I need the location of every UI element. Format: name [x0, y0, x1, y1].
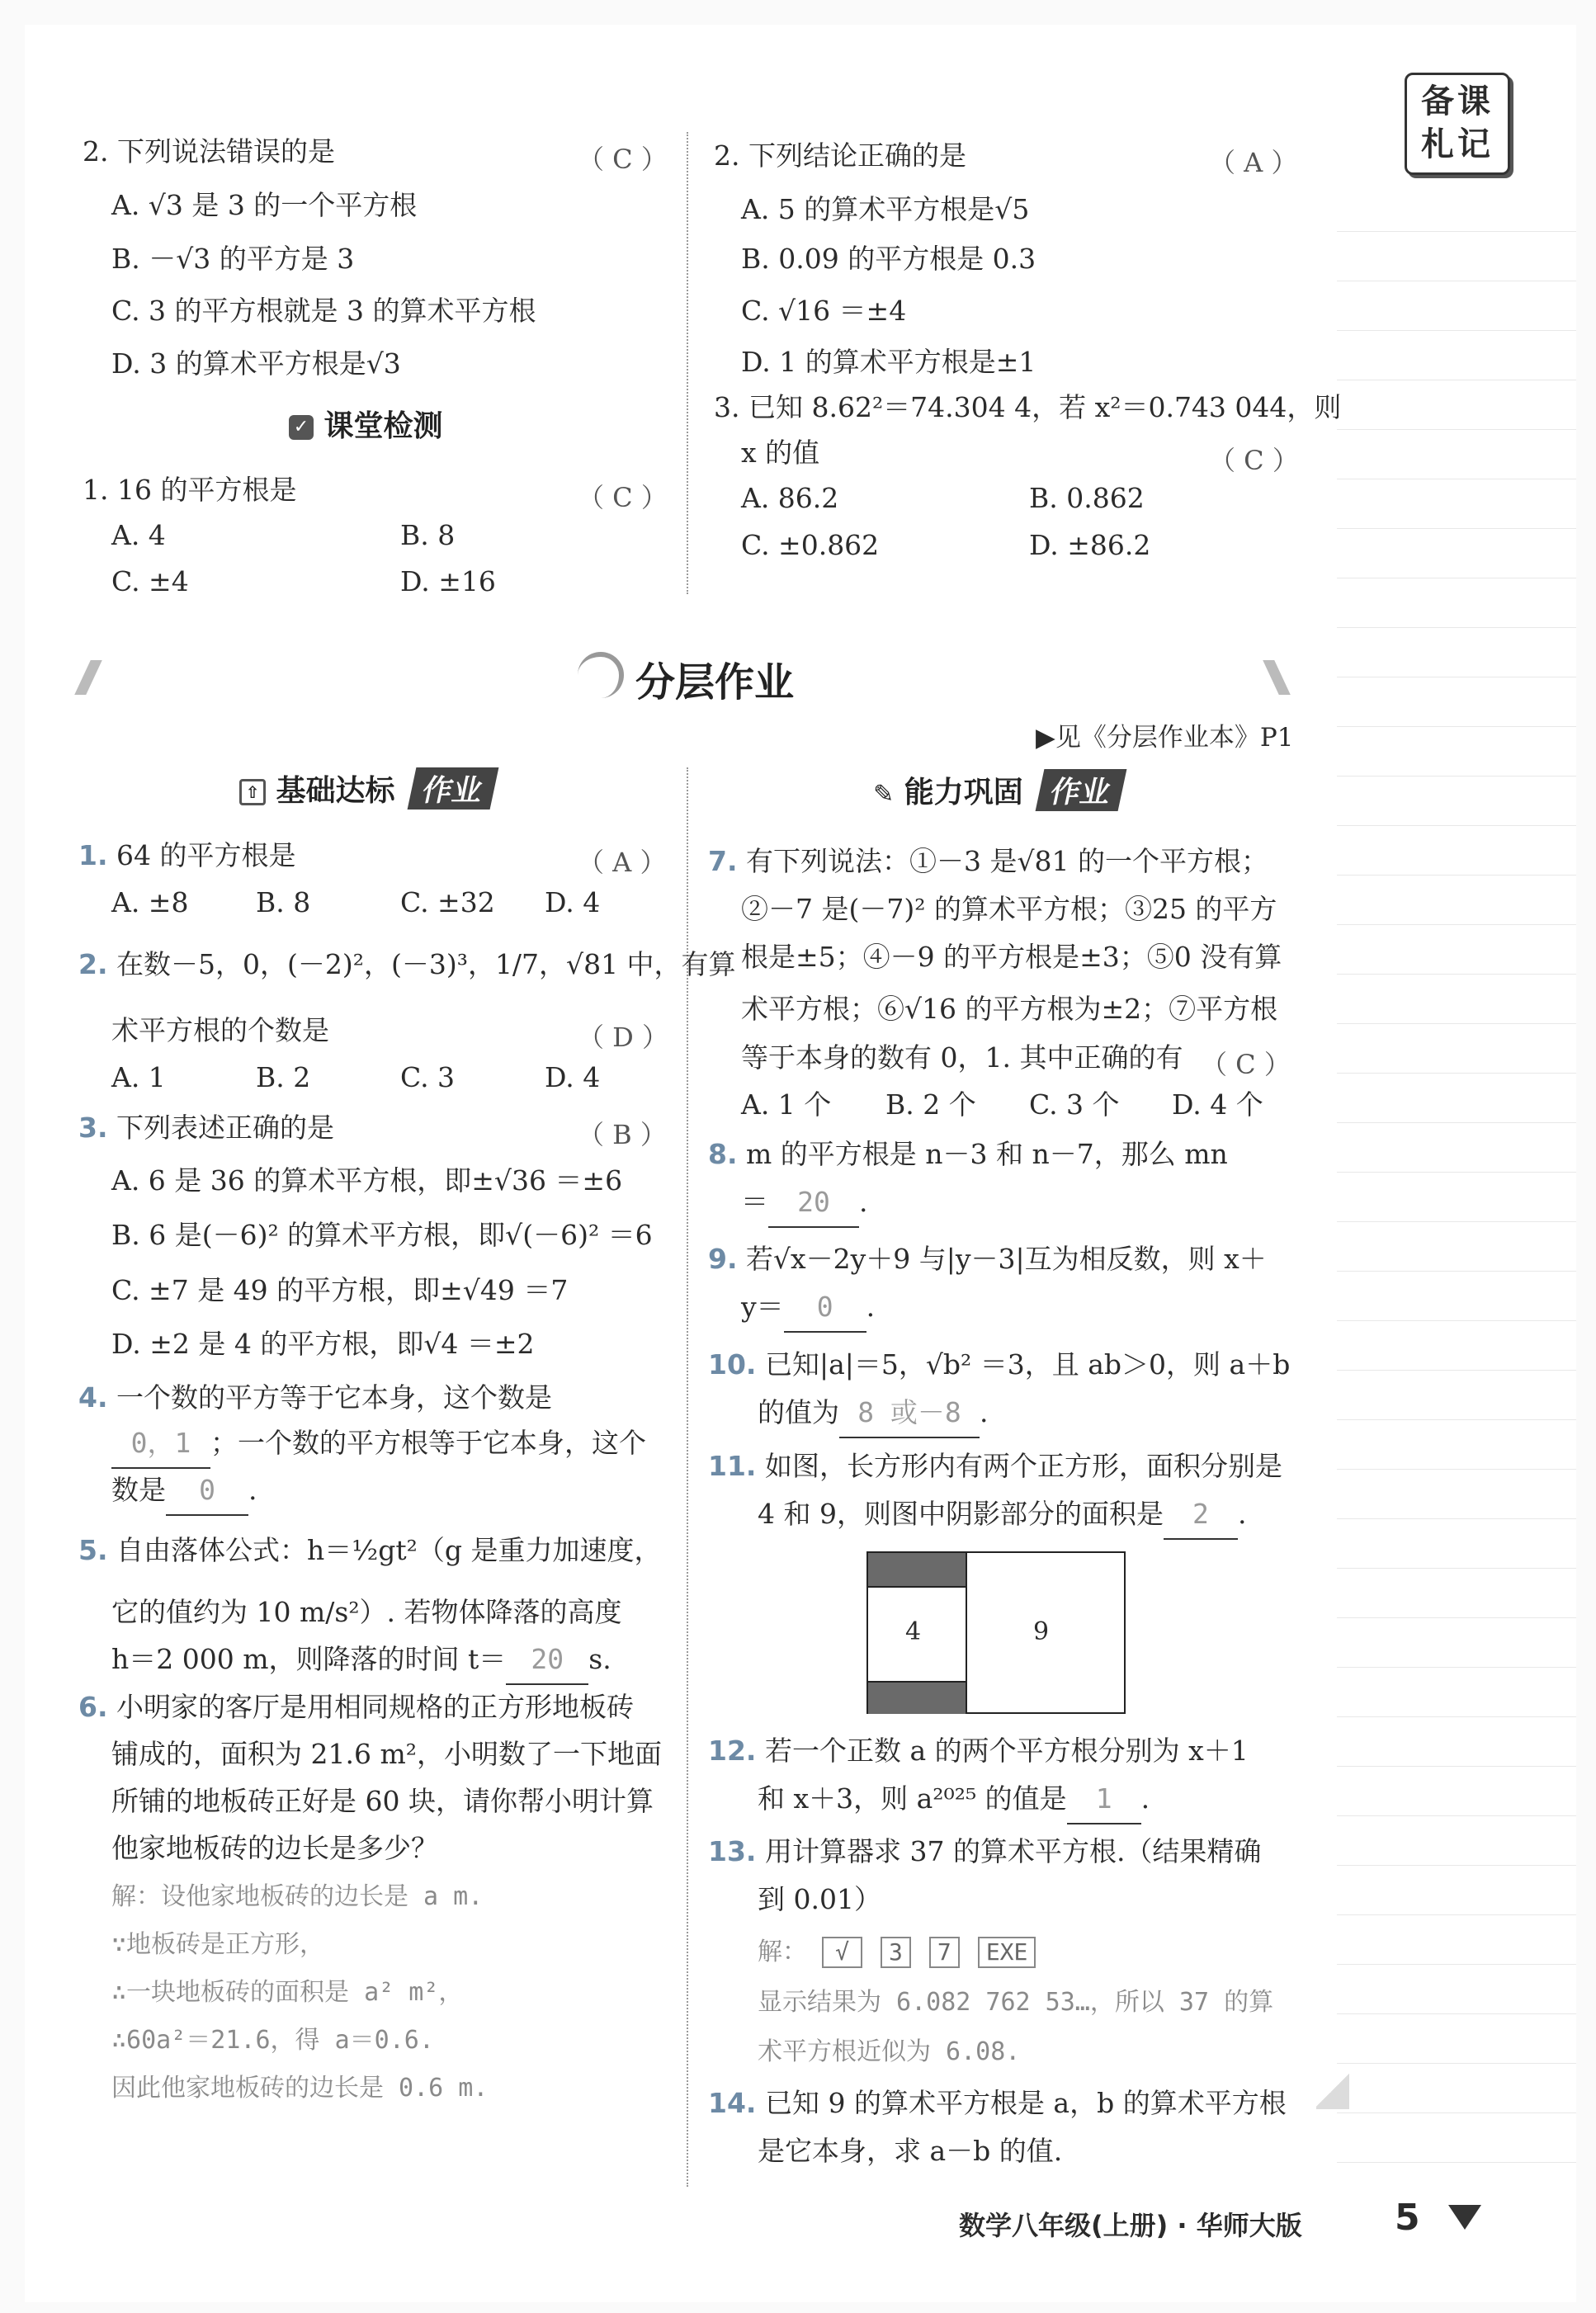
l-q2-option-b: B. 2	[256, 1061, 311, 1093]
note-rule-line	[1337, 1964, 1576, 1965]
note-rule-line	[1337, 1023, 1576, 1024]
l-q6-solution-2: ∵地板砖是正方形，	[111, 1930, 325, 1959]
rt-q3-option-b: B. 0.862	[1029, 482, 1145, 514]
ability-tag: 作业	[1036, 769, 1127, 811]
note-rule-line	[1337, 776, 1576, 777]
r-q12-line2: 和 x＋3，则 a²⁰²⁵ 的值是 1 .	[758, 1775, 1150, 1824]
exe-key: EXE	[978, 1937, 1036, 1968]
l-q6-line4: 他家地板砖的边长是多少？	[111, 1832, 438, 1864]
check-icon: ✓	[289, 415, 314, 440]
side-label: 备课札记	[1421, 83, 1494, 163]
r-q11-blank[interactable]: 2	[1164, 1490, 1238, 1540]
note-rule-line	[1337, 1766, 1576, 1767]
top-divider	[687, 132, 688, 594]
l-q2-answer: （ D ）	[578, 1022, 669, 1053]
lt-q1-option-c: C. ±4	[111, 565, 189, 597]
note-rule-line	[1337, 1221, 1576, 1222]
basic-tag: 作业	[408, 767, 499, 810]
r-q7-option-c: C. 3 个	[1029, 1088, 1120, 1121]
r-q7-line5: 等于本身的数有 0，1. 其中正确的有	[741, 1041, 1183, 1074]
l-q5-line3: h＝2 000 m，则降落的时间 t＝ 20 s.	[111, 1636, 611, 1685]
l-q1-answer: （ A ）	[578, 847, 667, 878]
note-rule-line	[1337, 330, 1576, 331]
note-rule-line	[1337, 2162, 1576, 2163]
r-q11-line2: 4 和 9，则图中阴影部分的面积是 2 .	[758, 1490, 1246, 1540]
l-q4-line3: 数是 0 .	[111, 1466, 257, 1516]
r-q13-line1: 13. 用计算器求 37 的算术平方根.（结果精确	[708, 1835, 1262, 1867]
l-q2-option-d: D. 4	[545, 1061, 601, 1093]
lt-q2-option-c: C. 3 的平方根就是 3 的算术平方根	[111, 295, 536, 327]
r-q12-line1: 12. 若一个正数 a 的两个平方根分别为 x＋1	[708, 1735, 1249, 1767]
r-q7-option-d: D. 4 个	[1172, 1088, 1263, 1121]
r-q7-answer: （ C ）	[1201, 1049, 1291, 1080]
note-rule-line	[1337, 1568, 1576, 1569]
lt-q2-answer: （ C ）	[578, 144, 668, 175]
l-q1-option-b: B. 8	[256, 886, 311, 918]
l-q1-option-c: C. ±32	[400, 886, 495, 918]
r-q7-option-b: B. 2 个	[885, 1088, 976, 1121]
l-q3-option-b: B. 6 是(－6)² 的算术平方根，即√(－6)² ＝6	[111, 1219, 653, 1251]
rt-q2-option-c: C. √16 ＝±4	[741, 295, 907, 327]
l-q6-solution-5: 因此他家地板砖的边长是 0.6 m.	[111, 2074, 489, 2103]
l-q4-blank2[interactable]: 0	[166, 1466, 248, 1516]
l-q6-line2: 铺成的，面积为 21.6 m²，小明数了一下地面	[111, 1738, 662, 1770]
lt-q1-answer: （ C ）	[578, 482, 668, 513]
note-rule-line	[1337, 1073, 1576, 1074]
l-q2-option-c: C. 3	[400, 1061, 456, 1093]
r-q8-line1: 8. m 的平方根是 n－3 和 n－7，那么 mn	[708, 1138, 1228, 1170]
l-q6-solution-4: ∴60a²＝21.6，得 a＝0.6.	[111, 2026, 434, 2055]
note-rule-line	[1337, 1914, 1576, 1915]
note-rule-line	[1337, 2112, 1576, 2113]
note-rule-line	[1337, 429, 1576, 430]
r-q10-line1: 10. 已知|a|＝5，√b² ＝3，且 ab＞0，则 a＋b	[708, 1348, 1291, 1381]
lt-q2-stem: 2. 下列说法错误的是	[83, 135, 335, 168]
l-q3-option-d: D. ±2 是 4 的平方根，即√4 ＝±2	[111, 1328, 535, 1360]
lt-q1-stem: 1. 16 的平方根是	[83, 474, 297, 506]
r-q14-line1: 14. 已知 9 的算术平方根是 a，b 的算术平方根	[708, 2087, 1287, 2119]
lt-q1-option-a: A. 4	[111, 519, 166, 551]
banner-swirl-icon	[578, 652, 624, 698]
q11-figure	[866, 1551, 1126, 1714]
rt-q2-option-a: A. 5 的算术平方根是√5	[741, 193, 1030, 225]
rt-q2-option-b: B. 0.09 的平方根是 0.3	[741, 243, 1036, 275]
l-q3-option-c: C. ±7 是 49 的平方根，即±√49 ＝7	[111, 1274, 569, 1306]
note-rule-line	[1337, 1320, 1576, 1321]
note-rule-line	[1337, 1716, 1576, 1717]
rt-q2-stem: 2. 下列结论正确的是	[714, 139, 966, 172]
note-rule-line	[1337, 726, 1576, 727]
note-rule-line	[1337, 231, 1576, 232]
rt-q2-option-d: D. 1 的算术平方根是±1	[741, 346, 1036, 378]
sqrt-key: √	[822, 1937, 862, 1968]
q11-shade-top	[868, 1553, 966, 1588]
q11-label-big: 9	[1033, 1617, 1050, 1646]
l-q3-option-a: A. 6 是 36 的算术平方根，即±√36 ＝±6	[111, 1164, 623, 1197]
note-rule-line	[1337, 1815, 1576, 1816]
note-rule-line	[1337, 924, 1576, 925]
r-q8-line2: ＝ 20 .	[741, 1178, 868, 1228]
lt-q1-option-d: D. ±16	[400, 565, 496, 597]
r-q13-line2: 到 0.01）	[758, 1883, 881, 1915]
l-q4-blank1[interactable]: 0，1	[111, 1419, 210, 1469]
l-q5-line2: 它的值约为 10 m/s²）. 若物体降落的高度	[111, 1596, 622, 1628]
footer-book: 数学八年级(上册) · 华师大版	[959, 2210, 1302, 2241]
note-rule-line	[1337, 2013, 1576, 2014]
page-number: 5	[1395, 2197, 1420, 2239]
q11-shade-bottom	[868, 1681, 966, 1714]
banner-ref: ▶见《分层作业本》P1	[1036, 723, 1294, 753]
rt-q3-stem-2: x 的值	[741, 437, 820, 469]
banner-title: 分层作业	[635, 659, 795, 706]
basic-title: ⇧ 基础达标 作业	[239, 767, 494, 810]
note-rule-line	[1337, 2063, 1576, 2064]
note-rule-line	[1337, 1271, 1576, 1272]
l-q2-line2: 术平方根的个数是	[111, 1014, 329, 1046]
note-rule-line	[1337, 1419, 1576, 1420]
r-q13-keys: 解： √ 3 7 EXE	[758, 1928, 1039, 1976]
q11-divider	[966, 1553, 967, 1712]
note-rule-line	[1337, 1865, 1576, 1866]
l-q6-line3: 所铺的地板砖正好是 60 块，请你帮小明计算	[111, 1785, 654, 1817]
r-q8-blank[interactable]: 20	[768, 1178, 859, 1228]
classroom-check-title: ✓ 课堂检测	[289, 403, 443, 445]
note-rule-line	[1337, 1122, 1576, 1123]
l-q6-solution-1: 解：设他家地板砖的边长是 a m.	[111, 1882, 484, 1911]
l-q4-line1: 4. 一个数的平方等于它本身，这个数是	[78, 1381, 552, 1414]
footer-arrow-icon	[1448, 2205, 1481, 2230]
note-rule-line	[1337, 627, 1576, 628]
r-q9-blank[interactable]: 0	[784, 1283, 866, 1333]
l-q2-line1: 2. 在数－5，0，(－2)²，(－3)³，1/7，√81 中，有算	[78, 948, 736, 980]
corner-fold	[1316, 2071, 1349, 2109]
r-q7-line3: 根是±5；④－9 的平方根是±3；⑤0 没有算	[741, 941, 1282, 973]
key-7: 7	[929, 1937, 960, 1968]
ability-title: ✎ 能力巩固 作业	[873, 769, 1122, 811]
l-q1-option-a: A. ±8	[111, 886, 189, 918]
l-q6-line1: 6. 小明家的客厅是用相同规格的正方形地板砖	[78, 1691, 634, 1723]
r-q7-option-a: A. 1 个	[741, 1088, 832, 1121]
r-q12-blank[interactable]: 1	[1067, 1775, 1141, 1824]
note-rule-line	[1337, 1518, 1576, 1519]
rt-q3-answer: （ C ）	[1209, 445, 1299, 476]
rt-q2-answer: （ A ）	[1209, 147, 1298, 178]
rt-q3-option-a: A. 86.2	[741, 482, 839, 514]
lt-q2-option-d: D. 3 的算术平方根是√3	[111, 347, 401, 380]
r-q9-line1: 9. 若√x－2y＋9 与|y－3|互为相反数，则 x＋	[708, 1243, 1267, 1275]
arrow-up-icon: ⇧	[239, 779, 266, 805]
note-rule-line	[1337, 825, 1576, 826]
lt-q2-option-a: A. √3 是 3 的一个平方根	[111, 189, 418, 221]
l-q3-answer: （ B ）	[578, 1119, 667, 1150]
pencil-icon: ✎	[873, 780, 895, 809]
note-rule-line	[1337, 1370, 1576, 1371]
l-q6-solution-3: ∴一块地板砖的面积是 a² m²，	[111, 1978, 464, 2007]
note-rule-line	[1337, 1172, 1576, 1173]
q11-label-small: 4	[905, 1617, 922, 1646]
r-q11-line1: 11. 如图，长方形内有两个正方形，面积分别是	[708, 1450, 1282, 1482]
side-label-box	[1405, 73, 1510, 175]
note-rule-line	[1337, 528, 1576, 529]
lt-q2-option-b: B. －√3 的平方是 3	[111, 243, 355, 275]
l-q5-blank[interactable]: 20	[506, 1636, 588, 1685]
lt-q1-option-b: B. 8	[400, 519, 456, 551]
r-q10-blank[interactable]: 8 或－8	[839, 1389, 980, 1438]
l-q5-line1: 5. 自由落体公式：h＝½gt²（g 是重力加速度，	[78, 1534, 662, 1566]
rt-q3-stem-1: 3. 已知 8.62²＝74.304 4，若 x²＝0.743 044，则	[714, 391, 1342, 423]
r-q13-solution-2: 术平方根近似为 6.08.	[758, 2037, 1021, 2066]
r-q7-line2: ②－7 是(－7)² 的算术平方根；③25 的平方	[741, 893, 1277, 925]
r-q7-line4: 术平方根；⑥√16 的平方根为±2；⑦平方根	[741, 993, 1278, 1025]
rt-q3-option-c: C. ±0.862	[741, 529, 880, 561]
r-q14-line2: 是它本身，求 a－b 的值.	[758, 2135, 1063, 2167]
l-q3-stem: 3. 下列表述正确的是	[78, 1112, 334, 1144]
l-q4-line2: 0，1 ；一个数的平方根等于它本身，这个	[111, 1419, 646, 1469]
rt-q3-option-d: D. ±86.2	[1029, 529, 1151, 561]
l-q2-option-a: A. 1	[111, 1061, 166, 1093]
note-rule-line	[1337, 974, 1576, 975]
r-q10-line2: 的值为 8 或－8 .	[758, 1389, 989, 1438]
note-rule-line	[1337, 1667, 1576, 1668]
r-q9-line2: y＝ 0 .	[741, 1283, 875, 1333]
r-q7-line1: 7. 有下列说法：①－3 是√81 的一个平方根；	[708, 845, 1268, 877]
note-rule-line	[1337, 1469, 1576, 1470]
note-rule-line	[1337, 875, 1576, 876]
r-q13-solution-1: 显示结果为 6.082 762 53…，所以 37 的算	[758, 1988, 1274, 2017]
key-3: 3	[881, 1937, 911, 1968]
l-q1-option-d: D. 4	[545, 886, 601, 918]
note-rule-line	[1337, 1617, 1576, 1618]
l-q1: 1. 64 的平方根是	[78, 839, 296, 871]
